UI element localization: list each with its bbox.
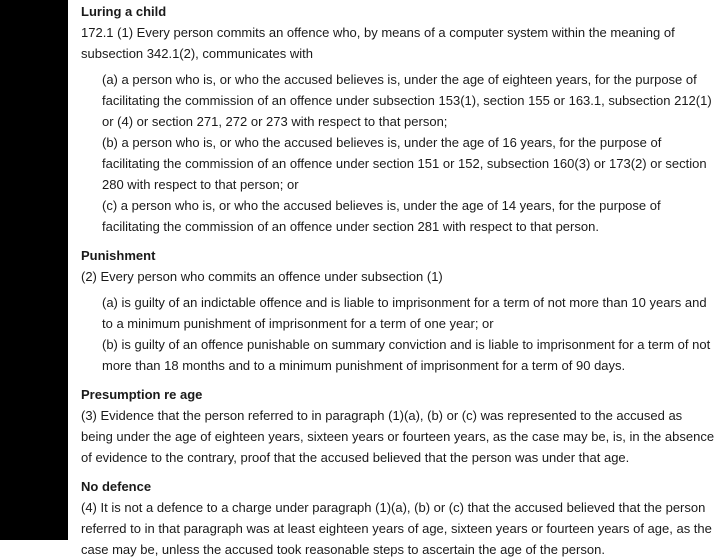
subsection-1-intro: 172.1 (1) Every person commits an offence who, by means of a computer system within the meaning of subsection 342.1(2), communicates with	[81, 25, 675, 61]
section-no-defence	[81, 477, 717, 560]
paragraph-2b: (b) is guilty of an offence punishable on summary conviction and is liable to imprisonment for a term of not more than 18 months and to a minimum punishment of imprisonment for a term of 90 days.	[102, 337, 711, 373]
paragraph-1c: (c) a person who is, or who the accused believes is, under the age of 14 years, for the purpose of facilitating the commission of an offence under section 281 with respect to that person.	[102, 198, 661, 234]
section-luring-a-child	[81, 2, 717, 237]
statute-document	[81, 2, 717, 560]
paragraph-1b: (b) a person who is, or who the accused believes is, under the age of 16 years, for the purpose of facilitating the commission of an offence under section 151 or 152, subsection 160(3) or 173(2) or section 280 with respect to that person; or	[102, 135, 707, 192]
section-punishment	[81, 246, 717, 376]
section-heading-punishment: Punishment	[81, 248, 156, 263]
subsection-2-intro: (2) Every person who commits an offence under subsection (1)	[81, 269, 443, 284]
left-black-margin	[0, 0, 68, 540]
subsection-3-body: (3) Evidence that the person referred to in paragraph (1)(a), (b) or (c) was represented to the accused as being under the age of eighteen years, sixteen years or fourteen years, as the case may be, is, in the absence of evidence to the contrary, proof that the accused believed that the person was under that age.	[81, 408, 715, 465]
subsection-4-body: (4) It is not a defence to a charge under paragraph (1)(a), (b) or (c) that the accused believed that the person referred to in that paragraph was at least eighteen years of age, sixteen years or fourteen years of age, as the case may be, unless the accused took reasonable steps to ascertain the age of the person.	[81, 500, 712, 557]
section-heading-presumption: Presumption re age	[81, 387, 203, 402]
paragraph-1a: (a) a person who is, or who the accused believes is, under the age of eighteen years, for the purpose of facilitating the commission of an offence under subsection 153(1), section 155 or 163.1, subsection 212(1) or (4) or section 271, 272 or 273 with respect to that person;	[102, 72, 712, 129]
section-heading-no-defence: No defence	[81, 479, 152, 494]
paragraph-2a: (a) is guilty of an indictable offence and is liable to imprisonment for a term of not more than 10 years and to a minimum punishment of imprisonment for a term of one year; or	[102, 295, 707, 331]
section-heading-luring: Luring a child	[81, 4, 167, 19]
section-presumption-re-age	[81, 385, 717, 468]
